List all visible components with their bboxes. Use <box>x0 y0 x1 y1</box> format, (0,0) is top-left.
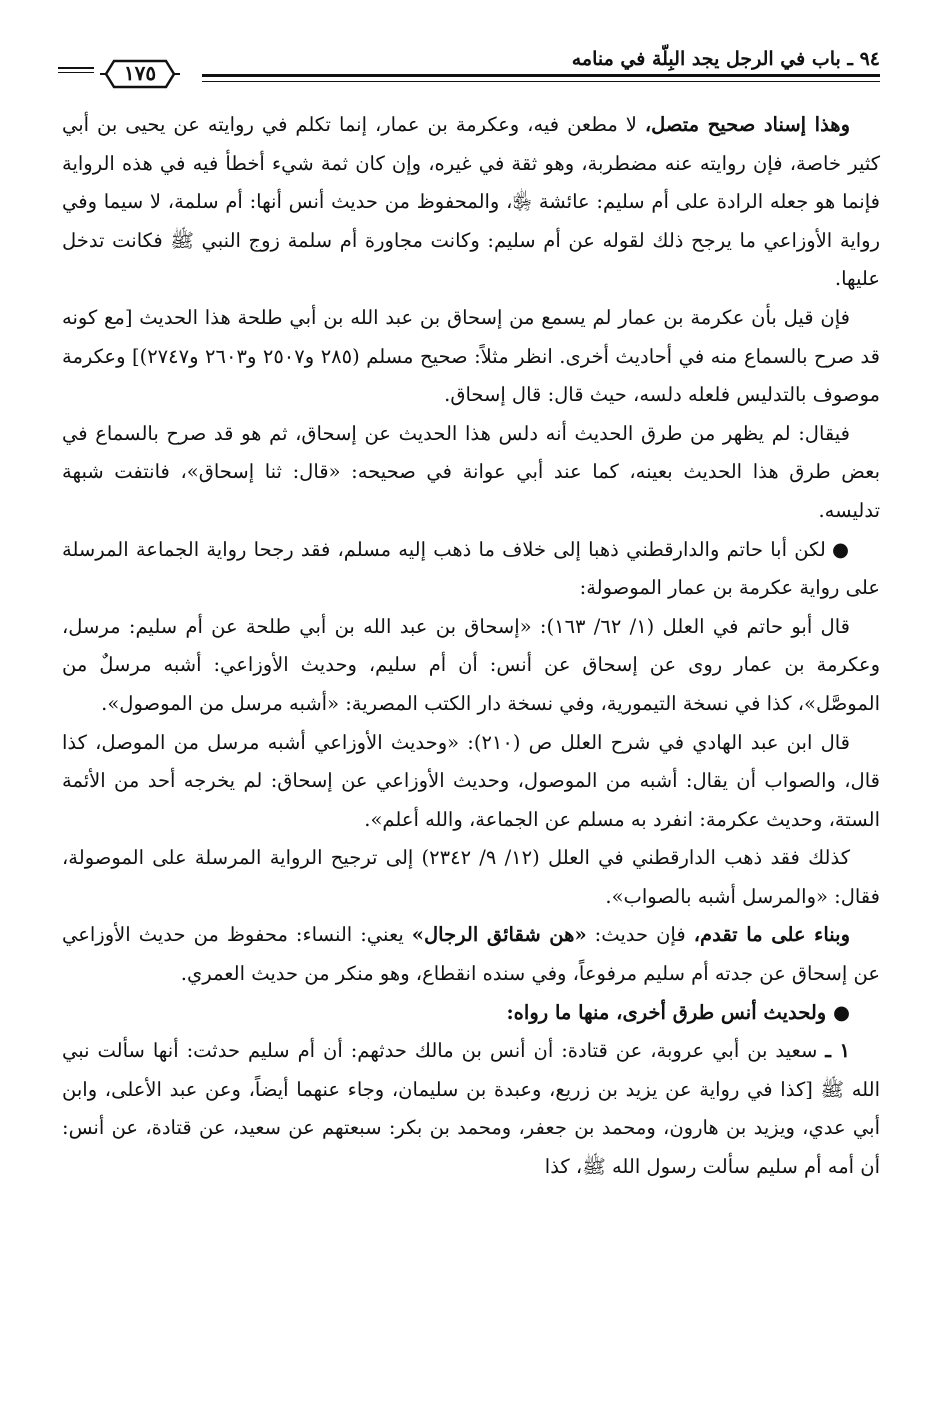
paragraph-2-text: فإن قيل بأن عكرمة بن عمار لم يسمع من إسحاق بن عبد الله بن أبي طلحة هذا الحديث [مع كونه قد صرح بالسماع منه في أحاديث أخرى. انظر مثلاً: صحيح مسلم (٢٨٥ و٢٥٠٧ و٢٦٠٣ و٢٧٤٧)] وعكرمة موصوف بالتدليس فلعله دلسه، حيث قال: قال إسحاق. <box>62 305 880 407</box>
paragraph-2 <box>62 299 880 415</box>
body-text <box>62 106 880 1187</box>
paragraph-1 <box>62 106 880 299</box>
paragraph-4 <box>62 531 880 608</box>
paragraph-8-text-a: فإن حديث: <box>586 923 694 947</box>
paragraph-7-text: كذلك فقد ذهب الدارقطني في العلل (١٢/ ٩/ ٢٣٤٢) إلى ترجيح الرواية المرسلة على الموصولة، فقال: «والمرسل أشبه بالصواب». <box>62 846 880 908</box>
paragraph-9 <box>62 994 880 1033</box>
bullet-icon: ● <box>831 537 850 561</box>
header-rule-left <box>58 67 94 73</box>
bullet-icon: ● <box>832 1000 850 1024</box>
paragraph-10-text: سعيد بن أبي عروبة، عن قتادة: أن أنس بن مالك حدثهم: أن أم سليم حدثت: أنها سألت نبي الله ﷺ [كذا في رواية عن يزيد بن زريع، وعبدة بن سليمان، وجاء عنهما أيضاً، وعن عبد الأعلى، وابن أبي عدي، ويزيد بن هارون، ومحمد بن جعفر، ومحمد بن بكر: سبعتهم عن سعيد، عن قتادة، عن أنس: أن أمه أم سليم سألت رسول الله ﷺ، كذا <box>62 1039 881 1179</box>
paragraph-5 <box>62 608 880 724</box>
paragraph-10 <box>62 1032 880 1186</box>
paragraph-7 <box>62 839 880 916</box>
paragraph-3-text: فيقال: لم يظهر من طرق الحديث أنه دلس هذا الحديث عن إسحاق، ثم هو قد صرح بالسماع في بعض طرق هذا الحديث بعينه، كما عند أبي عوانة في صحيحه: «قال: ثنا إسحاق»، فانتفت شبهة تدليسه. <box>62 421 880 522</box>
paragraph-3 <box>62 415 880 531</box>
running-title: ٩٤ ـ باب في الرجل يجد البِلّة في منامه <box>571 48 880 70</box>
paragraph-6 <box>62 724 880 840</box>
page-number-badge <box>96 57 184 91</box>
page-number: ١٧٥ <box>123 61 157 85</box>
paragraph-8-quote: «هن شقائق الرجال» <box>411 923 587 947</box>
paragraph-1-lead: وهذا إسناد صحيح متصل، <box>644 113 851 136</box>
paragraph-6-text: قال ابن عبد الهادي في شرح العلل ص (٢١٠): «وحديث الأوزاعي أشبه مرسل من الموصل، كذا قال، والصواب أن يقال: أشبه من الموصول، وحديث الأوزاعي عن إسحاق: لم يخرجه أحد من الأئمة الستة، وحديث عكرمة: انفرد به مسلم عن الجماعة، والله أعلم». <box>62 730 880 831</box>
paragraph-8 <box>62 916 880 993</box>
header-rule <box>202 74 880 82</box>
paragraph-9-lead: ولحديث أنس طرق أخرى، منها ما رواه: <box>506 1000 833 1024</box>
paragraph-10-lead: ١ ـ <box>825 1039 850 1063</box>
page-header <box>62 40 880 96</box>
paragraph-1-text: لا مطعن فيه، وعكرمة بن عمار، إنما تكلم في روايته عن يحيى بن أبي كثير خاصة، فإن روايته عنه مضطربة، وهو ثقة في غيره، وإن كان ثمة شيء أخطأ فيه في هذه الرواية فإنما هو جعله الرادة على أم سليم: عائشة ﵂، والمحفوظ من حديث أنس أنها: أم سلمة، لا سيما وفي رواية الأوزاعي ما يرجح ذلك لقوله عن أم سليم: وكانت مجاورة أم سلمة زوج النبي ﷺ فكانت تدخل عليها. <box>62 113 880 291</box>
paragraph-8-text-b: يعني: النساء: محفوظ من حديث الأوزاعي عن إسحاق عن جدته أم سليم مرفوعاً، وفي سنده انقطاع، وهو منكر من حديث العمري. <box>62 923 880 986</box>
paragraph-5-text: قال أبو حاتم في العلل (١/ ٦٢/ ١٦٣): «إسحاق بن عبد الله بن أبي طلحة عن أم سليم: مرسل، وعكرمة بن عمار روى عن إسحاق عن أنس: أن أم سليم، وحديث الأوزاعي: أشبه مرسلٌ من الموصَّل»، كذا في نسخة التيمورية، وفي نسخة دار الكتب المصرية: «أشبه مرسل من الموصول». <box>62 614 880 715</box>
paragraph-8-lead: وبناء على ما تقدم، <box>693 923 850 947</box>
paragraph-4-text: لكن أبا حاتم والدارقطني ذهبا إلى خلاف ما ذهب إليه مسلم، فقد رجحا رواية الجماعة المرسلة على رواية عكرمة بن عمار الموصولة: <box>62 537 880 600</box>
